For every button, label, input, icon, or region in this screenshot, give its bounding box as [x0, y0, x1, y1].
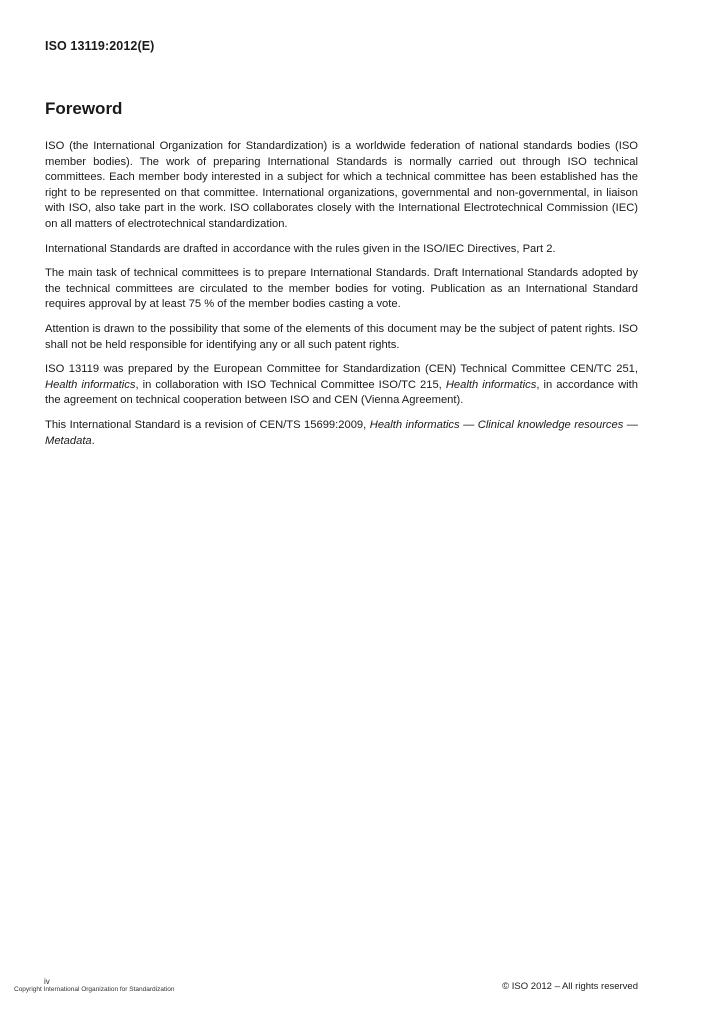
preparation-text-3: , in accordance with the agreement on technical cooperation between ISO and CEN (Vienna Agreement).	[45, 378, 638, 407]
paragraph-patent-notice: Attention is drawn to the possibility that some of the elements of this document may be the subject of patent rights. ISO shall not be held responsible for identifying any or all such patent rights.	[45, 322, 638, 351]
preparation-committee-name-1: Health informatics	[45, 378, 136, 391]
revision-text-2: .	[91, 434, 95, 447]
page-number: iv	[44, 977, 50, 986]
section-title: Foreword	[45, 99, 123, 118]
revision-text-1: This International Standard is a revision of CEN/TS 15699:2009,	[45, 418, 370, 431]
preparation-text-2: , in collaboration with ISO Technical Committee ISO/TC 215,	[135, 378, 446, 391]
paragraph-drafting-rules: International Standards are drafted in accordance with the rules given in the ISO/IEC Directives, Part 2.	[45, 242, 556, 255]
copyright-watermark: Copyright International Organization for Standardization	[14, 986, 175, 993]
preparation-committee-name-2: Health informatics	[445, 378, 537, 391]
paragraph-preparation	[45, 362, 638, 409]
paragraph-revision	[45, 418, 638, 449]
document-identifier: ISO 13119:2012(E)	[45, 39, 155, 53]
paragraph-committee-task: The main task of technical committees is to prepare International Standards. Draft International Standards adopted by the technical committees are circulated to the member bodies for voting. Publication as an International Standard requires approval by at least 75 % of the member bodies casting a vote.	[45, 267, 638, 311]
preparation-text-1: ISO 13119 was prepared by the European Committee for Standardization (CEN) Technical Committee CEN/TC 251,	[45, 363, 638, 376]
paragraph-iso-description: ISO (the International Organization for Standardization) is a worldwide federation of national standards bodies (ISO member bodies). The work of preparing International Standards is normally carried out through ISO technical committees. Each member body interested in a subject for which a technical committee has been established has the right to be represented on that committee. International organizations, governmental and non-governmental, in liaison with ISO, also take part in the work. ISO collaborates closely with the International Electrotechnical Commission (IEC) on all matters of electrotechnical standardization.	[45, 140, 638, 230]
copyright-notice: © ISO 2012 – All rights reserved	[502, 981, 638, 992]
foreword-body	[45, 139, 638, 458]
revision-document-title: Health informatics — Clinical knowledge resources — Metadata	[45, 418, 638, 447]
